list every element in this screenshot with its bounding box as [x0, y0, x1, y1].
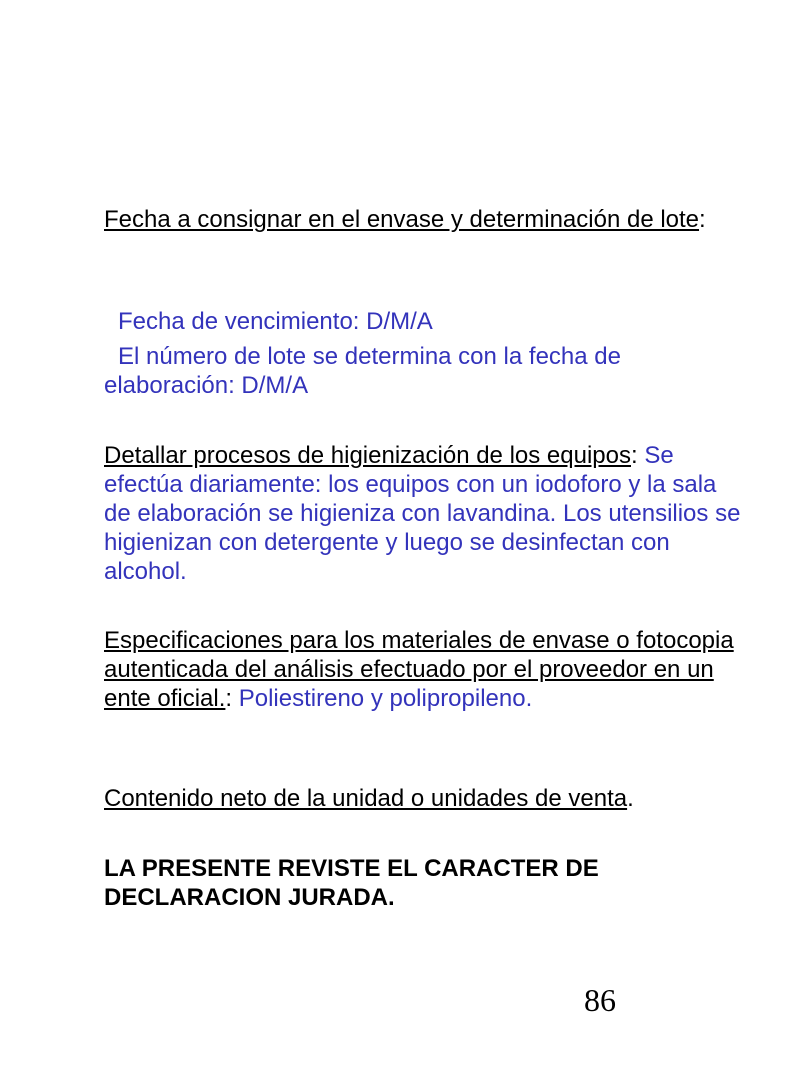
higiene-section [104, 441, 744, 586]
higiene-heading: Detallar procesos de higienización de los equipos [104, 442, 631, 469]
envase-heading: Especificaciones para los materiales de envase o fotocopia autenticada del análisis efectuado por el proveedor en un ente oficial. [104, 627, 734, 712]
page-number: 86 [584, 982, 616, 1018]
higiene-text: Se efectúa diariamente: los equipos con un iodoforo y la sala de elaboración se higieniza con lavandina. Los utensilios se higienizan con detergente y luego se desinfectan con alcohol. [104, 442, 741, 585]
lote-line-2: elaboración: D/M/A [104, 372, 309, 399]
contenido-period: . [627, 785, 634, 812]
lote-line-1: El número de lote se determina con la fecha de [118, 343, 621, 370]
contenido-section [104, 784, 744, 813]
fecha-vencimiento: Fecha de vencimiento: D/M/A [118, 308, 433, 335]
envase-colon: : [225, 685, 233, 712]
higiene-colon: : [631, 442, 638, 469]
lote-description [104, 342, 744, 400]
declaracion-jurada: LA PRESENTE REVISTE EL CARACTER DE DECLARACION JURADA. [104, 855, 599, 911]
fecha-heading: Fecha a consignar en el envase y determinación de lote [104, 206, 700, 233]
envase-text: Poliestireno y polipropileno. [232, 685, 533, 712]
fecha-colon: : [699, 206, 706, 233]
contenido-heading: Contenido neto de la unidad o unidades de venta [104, 785, 628, 812]
fecha-section [104, 205, 744, 234]
envase-section [104, 626, 744, 713]
